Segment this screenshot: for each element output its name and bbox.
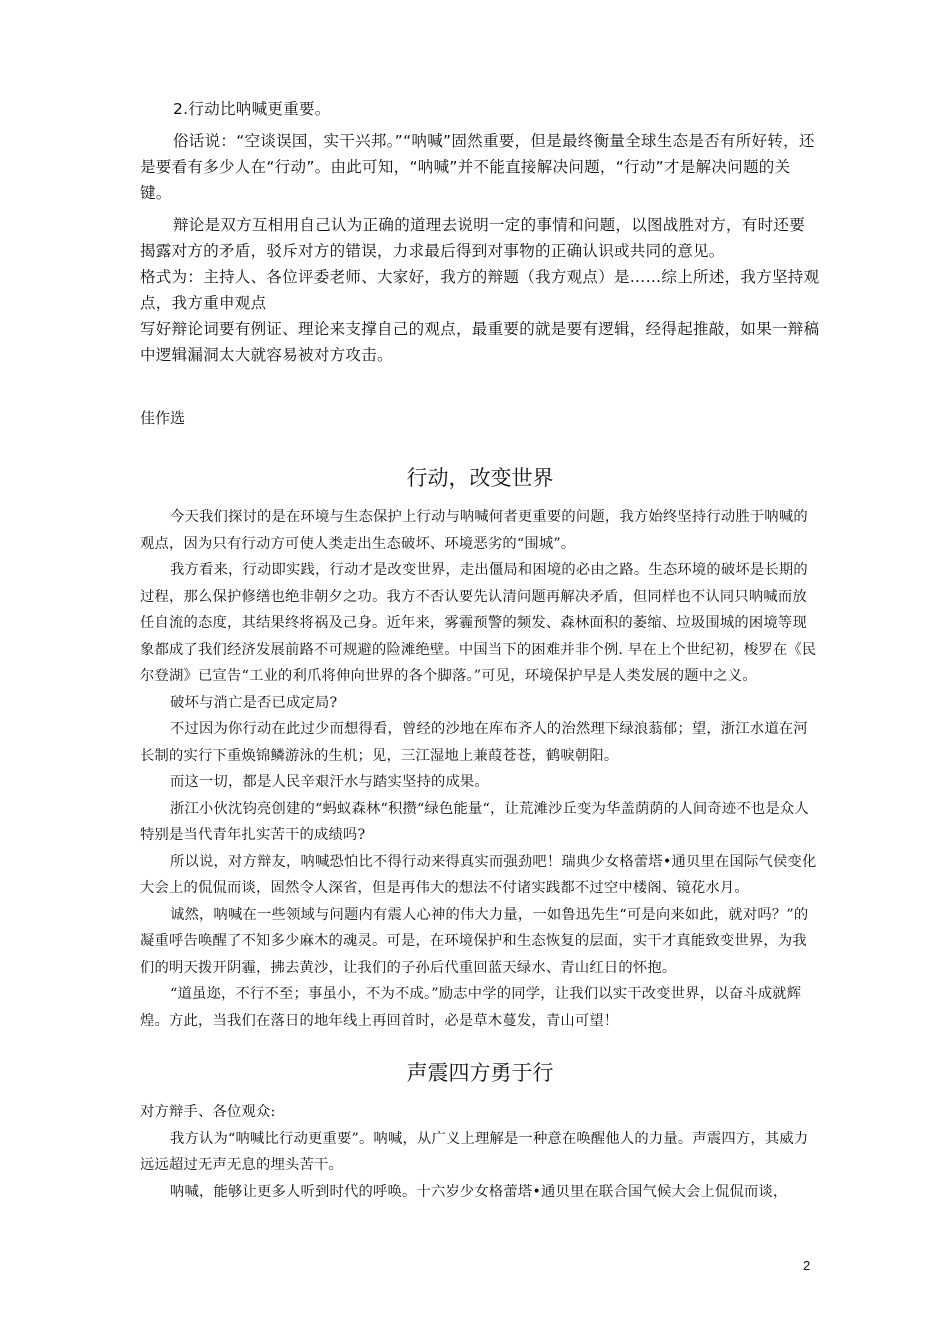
essay-1-paragraph: 而这一切，都是人民辛艰汗水与踏实坚持的成果。: [170, 774, 489, 790]
essay-1-paragraph: 所以说，对方辩友，呐喊恐怕比不得行动来得真实而强劲吧！瑞典少女格蕾塔•通贝里在国际气侯变化大会上的侃侃而谈，固然令人深省，但是再伟大的想法不付诸实践都不过空中楼阁、镜花水月。: [140, 853, 817, 896]
intro-paragraph-1: 俗话说：“空谈误国，实干兴邦。”“呐喊”固然重要，但是最终衡量全球生态是否有所好转，还是要看有多少人在“行动”。由此可知，“呐喊”并不能直接解决问题，“行动”才是解决问题的关键。: [140, 132, 815, 202]
intro-paragraph-3: 格式为：主持人、各位评委老师、大家好，我方的辩题（我方观点）是……综上所述，我方坚持观点，我方重申观点: [140, 268, 820, 312]
essay-1-paragraph: 我方看来，行动即实践，行动才是改变世界，走出僵局和困境的必由之路。生态环境的破坏是长期的过程，那么保护修缮也绝非朝夕之功。我方不否认要先认清问题再解决矛盾，但同样也不认同只呐喊而放任自流的态度，其结果终将祸及己身。近年来，雾霾预警的频发、森林面积的萎缩、垃圾围城的困境等现象都成了我们经济发展前路不可规避的险滩绝壁。中国当下的困难并非个例. 早在上个世纪初，梭罗在《民尔登湖》已宣告“工业的利爪将伸向世界的各个脚落。”可见，环境保护早是人类发展的题中之义。: [140, 562, 817, 684]
section-label: 佳作选: [140, 409, 186, 427]
essay-2-salutation: 对方辩手、各位观众:: [140, 1104, 276, 1120]
intro-paragraph-2: 辩论是双方互相用自己认为正确的道理去说明一定的事情和问题，以图战胜对方，有时还要揭露对方的矛盾，驳斥对方的错误，力求最后得到对事物的正确认识或共同的意见。: [140, 216, 806, 260]
intro-section: [140, 96, 820, 368]
essay-2-title: 声震四方勇于行: [406, 1061, 554, 1085]
intro-paragraph-4: 写好辩论词要有例证、理论来支撑自己的观点，最重要的就是要有逻辑，经得起推敲，如果一辩稿中逻辑漏洞太大就容易被对方攻击。: [140, 320, 820, 364]
essay-1-paragraph: 今天我们探讨的是在环境与生态保护上行动与呐喊何者更重要的问题，我方始终坚持行动胜于呐喊的观点，因为只有行动方可使人类走出生态破坏、环境恶劣的“围城”。: [140, 509, 808, 552]
essay-2-body: [140, 1099, 820, 1205]
essay-1-paragraph: 破坏与消亡是否已成定局?: [170, 694, 338, 711]
essay-1-paragraph: 浙江小伙沈钧亮创建的“蚂蚁森林“积攒“绿色能量“，让荒滩沙丘变为华盖荫荫的人间奇迹不也是众人特别是当代青年扎实苦干的成绩吗?: [140, 800, 809, 843]
intro-heading: 2.行动比呐喊更重要。: [173, 100, 331, 118]
essay-1-body: [140, 504, 820, 1034]
page-number: 2: [803, 1258, 811, 1273]
essay-2-paragraph: 呐喊，能够让更多人听到时代的呼唤。十六岁少女格蕾塔•通贝里在联合国气候大会上侃侃而谈，: [170, 1183, 788, 1200]
essay-1-paragraph: 诚然，呐喊在一些领域与问题内有震人心神的伟大力量，一如鲁迅先生“可是向来如此，就对吗？”的凝重呼告唤醒了不知多少麻木的魂灵。可是，在环境保护和生态恢复的层面，实干才真能致变世界，为我们的明天拨开阴霾，拂去黄沙，让我们的子孙后代重回蓝天绿水、青山红日的怀抱。: [140, 906, 809, 976]
essay-1-paragraph: 不过因为你行动在此过少而想得看，曾经的沙地在库布齐人的治然理下绿浪蓊郁；望，浙江水道在河长制的实行下重焕锦鳞游泳的生机；见，三江湿地上兼葭苍苍，鹤唳朝阳。: [140, 721, 808, 764]
essay-1-title: 行动，改变世界: [406, 466, 554, 490]
essay-1-paragraph: “道虽迩，不行不至；事虽小，不为不成。”励志中学的同学，让我们以实干改变世界，以奋斗成就辉煌。方此，当我们在落日的地年线上再回首时，必是草木蔓发，青山可望！: [140, 986, 802, 1029]
essay-2-paragraph: 我方认为“呐喊比行动更重要”。呐喊，从广义上理解是一种意在唤醒他人的力量。声震四方，其威力远远超过无声无息的埋头苦干。: [140, 1130, 809, 1173]
